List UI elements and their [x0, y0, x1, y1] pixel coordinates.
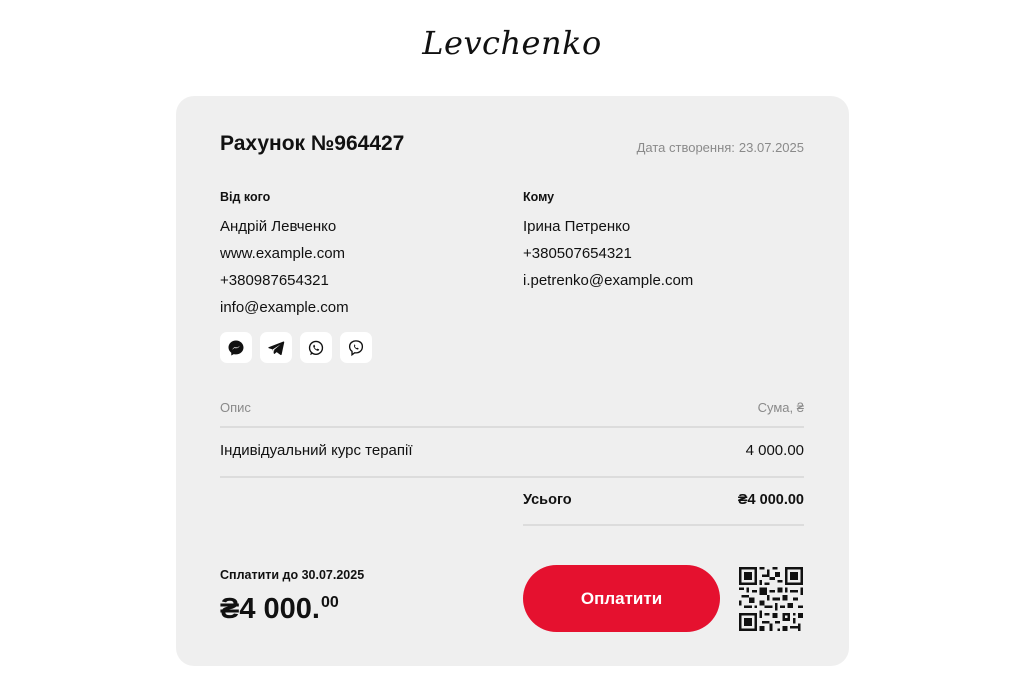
pay-button[interactable]: Оплатити [523, 565, 720, 632]
messenger-icon [227, 339, 245, 357]
due-date-label: Сплатити до 30.07.2025 [220, 568, 365, 582]
sender-name: Андрій Левченко [220, 218, 337, 235]
item-amount: 4 000.00 [745, 442, 804, 459]
total-value: ₴4 000.00 [737, 492, 804, 508]
recipient-block [523, 190, 693, 294]
brand-logo: Levchenko [422, 24, 602, 62]
column-description: Опис [220, 400, 251, 415]
viber-icon [347, 339, 365, 357]
viber-button[interactable] [340, 332, 372, 363]
sender-email[interactable]: info@example.com [220, 299, 349, 316]
telegram-button[interactable] [260, 332, 292, 363]
table-row [220, 442, 804, 459]
sender-website[interactable]: www.example.com [220, 245, 346, 262]
recipient-email: i.petrenko@example.com [523, 272, 694, 289]
sender-heading: Від кого [220, 190, 271, 204]
total-label: Усього [523, 492, 572, 508]
total-row [523, 492, 804, 508]
whatsapp-button[interactable] [300, 332, 332, 363]
column-amount: Сума, ₴ [757, 400, 804, 415]
whatsapp-icon [307, 339, 325, 357]
divider [220, 476, 804, 478]
amount-due [220, 593, 339, 626]
recipient-name: Ірина Петренко [523, 218, 631, 235]
item-description: Індивідуальний курс терапії [220, 442, 413, 459]
invoice-title: Рахунок №964427 [220, 132, 405, 155]
sender-block [220, 190, 349, 321]
amount-cents: 00 [320, 594, 339, 611]
created-date [637, 140, 804, 155]
created-label: Дата створення: [636, 140, 735, 155]
telegram-icon [267, 339, 285, 357]
sender-phone[interactable]: +380987654321 [220, 272, 329, 289]
messenger-button[interactable] [220, 332, 252, 363]
divider [523, 524, 804, 526]
amount-main: ₴4 000. [220, 593, 320, 625]
recipient-heading: Кому [523, 190, 555, 204]
qr-code-icon[interactable] [739, 567, 803, 631]
invoice-card [176, 96, 849, 666]
divider [220, 426, 804, 428]
table-header [220, 400, 804, 415]
social-links [220, 332, 372, 363]
created-value: 23.07.2025 [738, 140, 804, 155]
recipient-phone: +380507654321 [523, 245, 632, 262]
